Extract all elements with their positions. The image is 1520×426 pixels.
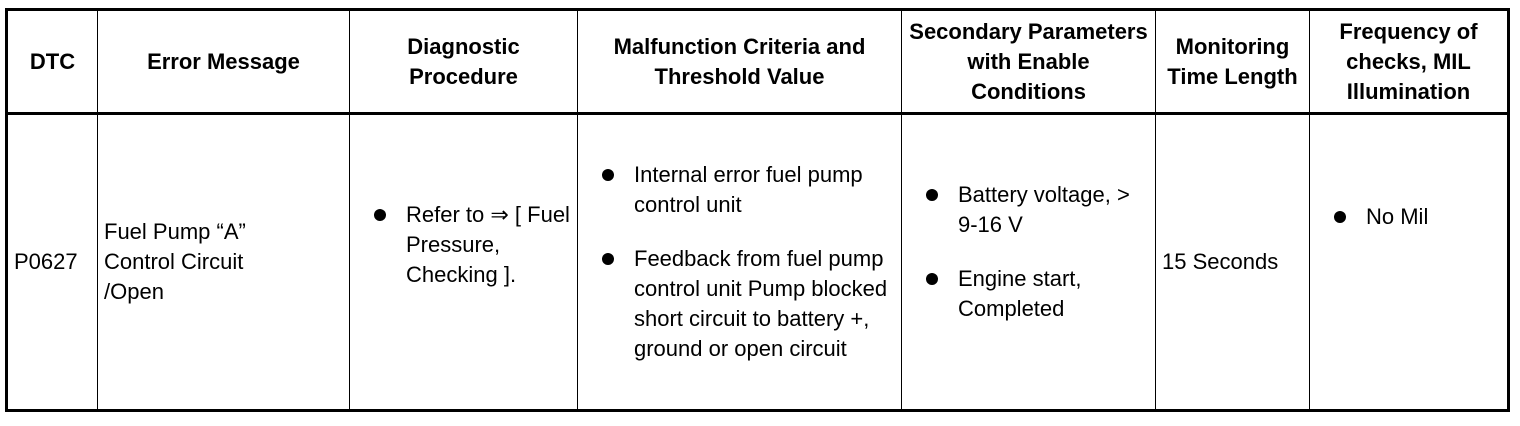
header-malfunction-criteria: Malfunction Criteria and Threshold Value [578, 10, 902, 114]
list-item [356, 200, 571, 290]
header-secondary-parameters: Secondary Parameters with Enable Conditions [902, 10, 1156, 114]
criteria-text: Internal error fuel pump control unit [634, 162, 863, 217]
header-frequency: Frequency of checks, MIL Illumination [1310, 10, 1509, 114]
criteria-list [584, 160, 895, 364]
list-item [1316, 202, 1501, 232]
header-diagnostic-procedure: Diagnostic Procedure [350, 10, 578, 114]
bullet-icon [374, 209, 386, 221]
bullet-icon [602, 169, 614, 181]
bullet-icon [602, 253, 614, 265]
frequency-text: No Mil [1366, 204, 1429, 229]
bullet-icon [926, 273, 938, 285]
cell-error-message: Fuel Pump “A” Control Circuit /Open [98, 114, 350, 411]
header-monitoring-time: Monitoring Time Length [1156, 10, 1310, 114]
table-row [7, 114, 1509, 411]
cell-monitoring-time: 15 Seconds [1156, 114, 1310, 411]
cell-malfunction-criteria [578, 114, 902, 411]
secondary-text: Engine start, Completed [958, 266, 1082, 321]
cell-frequency [1310, 114, 1509, 411]
header-row [7, 10, 1509, 114]
criteria-text: Feedback from fuel pump control unit Pump blocked short circuit to battery +, ground or open circuit [634, 246, 888, 361]
procedure-list [356, 200, 571, 290]
bullet-icon [1334, 211, 1346, 223]
cell-secondary-parameters [902, 114, 1156, 411]
cell-dtc-code: P0627 [7, 114, 98, 411]
frequency-wrap [1316, 202, 1501, 232]
header-error-message: Error Message [98, 10, 350, 114]
list-item [584, 160, 895, 220]
frequency-list [1316, 202, 1501, 232]
cell-diagnostic-procedure [350, 114, 578, 411]
list-item [908, 180, 1149, 240]
dtc-table [5, 8, 1510, 412]
bullet-icon [926, 189, 938, 201]
list-item [908, 264, 1149, 324]
list-item [584, 244, 895, 364]
procedure-text: Refer to ⇒ [ Fuel Pressure, Checking ]. [406, 202, 570, 287]
secondary-text: Battery voltage, > 9-16 V [958, 182, 1130, 237]
secondary-list [908, 180, 1149, 324]
header-dtc: DTC [7, 10, 98, 114]
